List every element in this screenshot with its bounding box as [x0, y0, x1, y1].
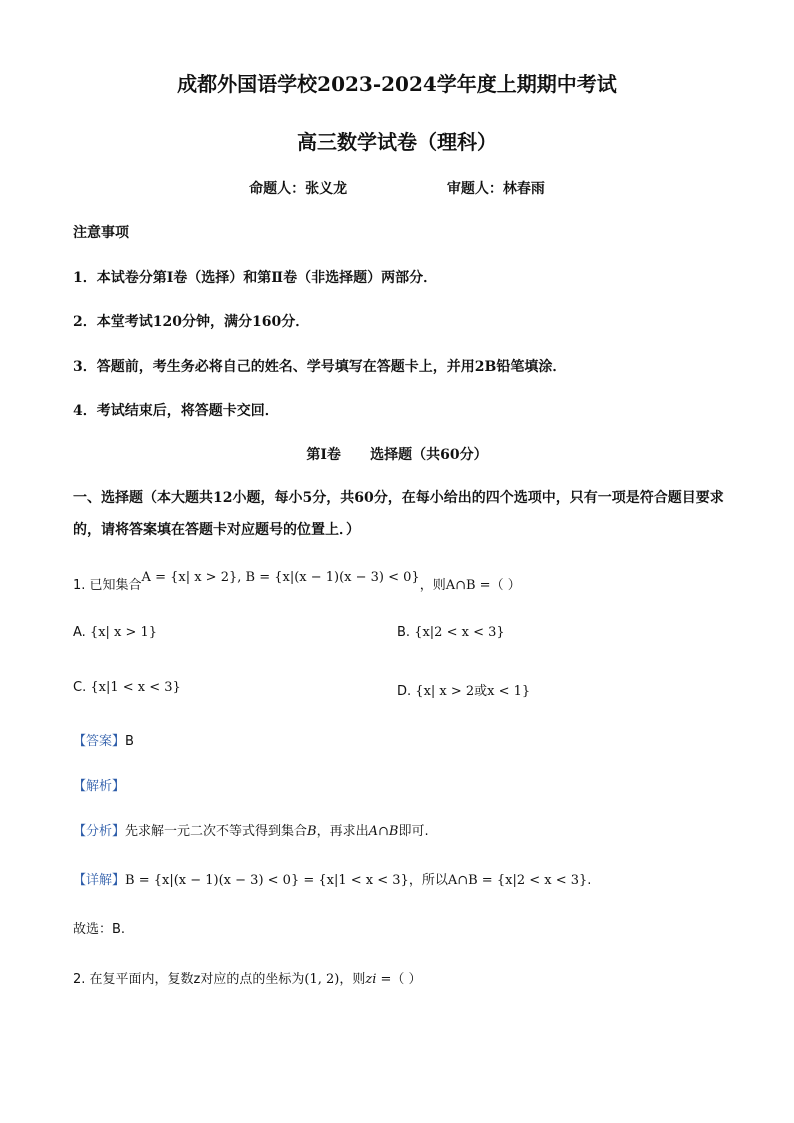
section-instructions: 一、选择题（本大题共12小题，每小5分，共60分，在每小给出的四个选项中，只有一项是符合题目要求的，请将答案填在答题卡对应题号的位置上．） [73, 490, 724, 538]
option-b [397, 625, 505, 640]
note-item: 1．本试卷分第Ⅰ卷（选择）和第Ⅱ卷（非选择题）两部分． [73, 270, 438, 286]
section-heading: 第Ⅰ卷 选择题（共60分） [306, 447, 488, 463]
option-a-label: A. [73, 625, 86, 640]
notes-heading: 注意事项 [73, 225, 129, 241]
note-item: 3．答题前，考生务必将自己的姓名、学号填写在答题卡上，并用2B铅笔填涂． [73, 359, 567, 375]
fenxi-text: 先求解一元二次不等式得到集合 [125, 824, 308, 839]
question-1-middle: ，则 [419, 578, 446, 593]
detail-math: B = {x|(x − 1)(x − 3) < 0} = {x|1 < x < 3} [125, 873, 409, 888]
reviewer-name: 审题人：林春雨 [446, 181, 545, 197]
question-2-point: (1, 2) [304, 972, 340, 987]
fenxi-text: ，再求出 [316, 824, 369, 839]
question-2 [73, 968, 422, 987]
option-d-label: D. [397, 684, 412, 699]
exam-title: 成都外国语学校2023-2024学年度上期期中考试 [177, 72, 617, 96]
question-1-expr: A∩B = [445, 578, 491, 593]
author-name: 命题人：张义龙 [249, 181, 348, 197]
option-d-text: {x| x > 2或x < 1} [415, 684, 531, 699]
note-item: 4．考试结束后，将答题卡交回． [73, 403, 279, 419]
fenxi-math: A∩B [368, 824, 399, 839]
detail-text: ，所以 [408, 873, 448, 888]
answer-value: B [125, 734, 134, 749]
option-b-text: {x|2 < x < 3} [414, 625, 505, 640]
option-c-text: {x|1 < x < 3} [90, 680, 181, 695]
fenxi-line [73, 820, 429, 839]
answer-tag: 【答案】 [73, 734, 126, 749]
fenxi-math: B [307, 824, 317, 839]
option-a [73, 625, 157, 640]
option-a-text: {x| x > 1} [89, 625, 158, 640]
question-1-blank: （ ） [490, 578, 521, 593]
detail-math: A∩B = {x|2 < x < 3} [447, 873, 588, 888]
question-2-prefix: 2. 在复平面内，复数z对应的点的坐标为 [73, 972, 305, 987]
detail-tag: 【详解】 [73, 873, 126, 888]
choice-line: 故选：B. [73, 922, 126, 937]
question-2-blank: （ ） [391, 972, 422, 987]
question-2-middle: ，则 [339, 972, 366, 987]
option-b-label: B. [397, 625, 411, 640]
fenxi-tag: 【分析】 [73, 824, 126, 839]
question-2-expr: zi = [365, 972, 392, 987]
answer-line [73, 730, 134, 749]
question-1-sets: A = {x| x > 2}, B = {x|(x − 1)(x − 3) < 0} [141, 570, 420, 585]
question-1-prefix: 1. 已知集合 [73, 578, 142, 593]
detail-line [73, 869, 591, 888]
option-d [397, 680, 530, 699]
option-c-label: C. [73, 680, 87, 695]
question-1 [73, 570, 521, 593]
option-c [73, 680, 181, 695]
author-line [0, 178, 794, 198]
analysis-tag: 【解析】 [73, 779, 126, 794]
note-item: 2．本堂考试120分钟，满分160分． [73, 314, 310, 330]
fenxi-text: 即可. [398, 824, 429, 839]
exam-subtitle: 高三数学试卷（理科） [297, 130, 497, 154]
detail-end: . [587, 873, 592, 888]
